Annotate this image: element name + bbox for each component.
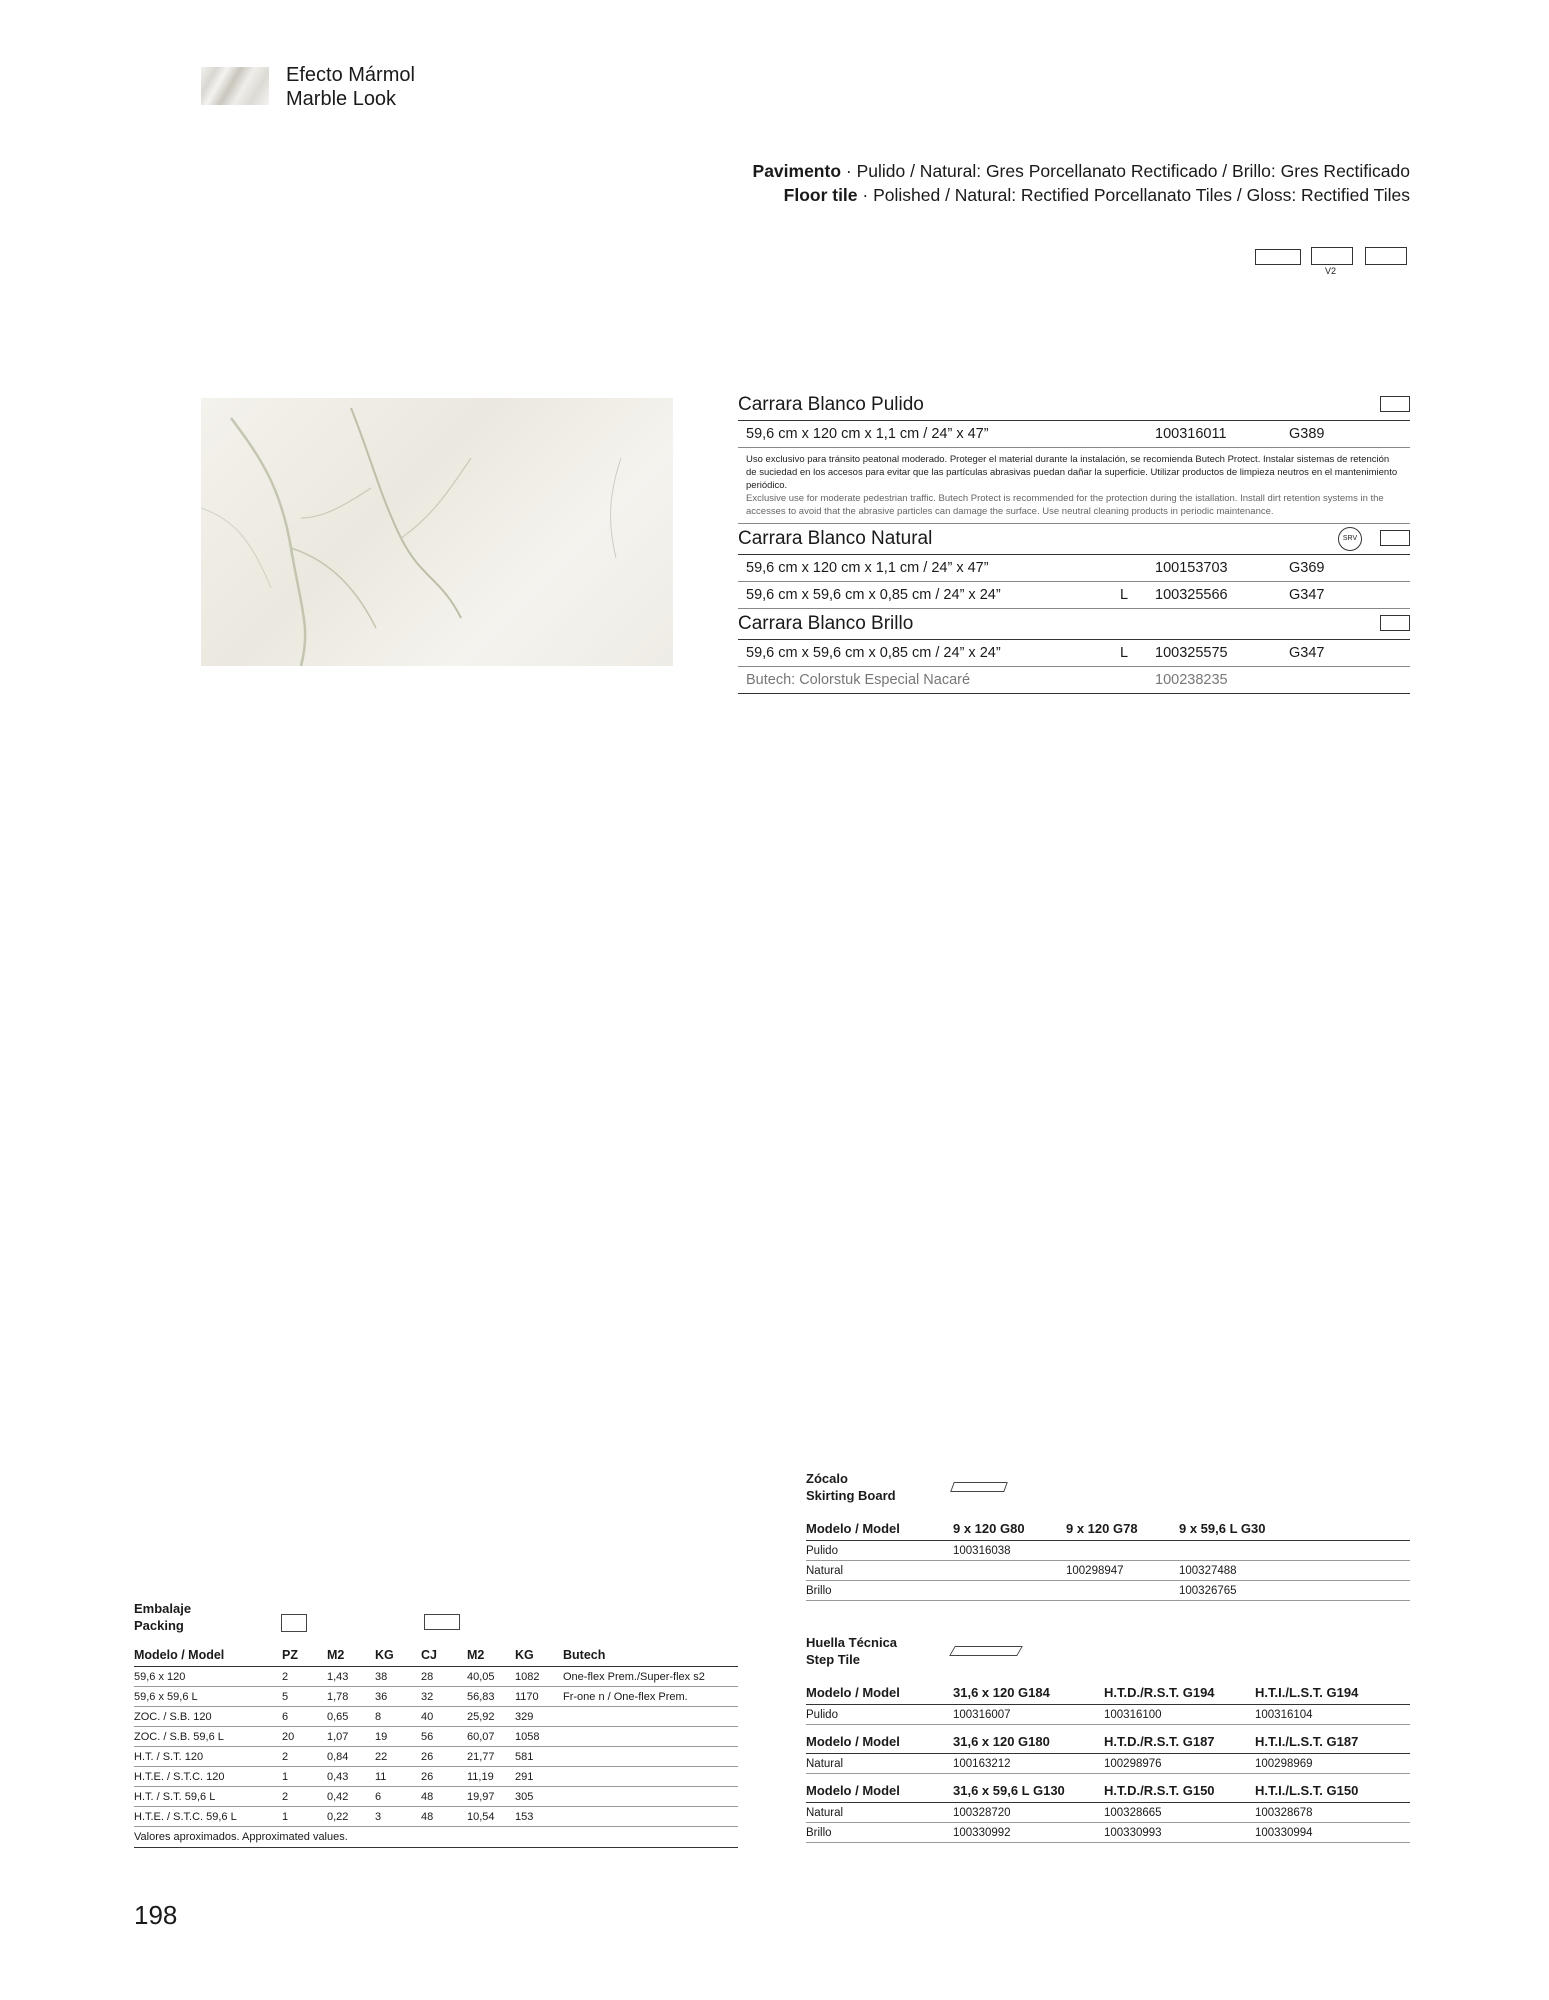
table-row: 59,6 x 59,6 L 5 1,78 36 32 56,83 1170 Fr-one n / One-flex Prem. — [134, 1687, 738, 1707]
product-code: 100153703 — [1155, 560, 1228, 576]
product-code: 100316011 — [1155, 426, 1227, 442]
polished-icon — [1380, 396, 1410, 412]
product-table — [738, 390, 1410, 694]
size: 59,6 cm x 59,6 cm x 0,85 cm / 24” x 24” — [746, 587, 1001, 603]
col-header: H.T.D./R.S.T. G150 — [1104, 1774, 1255, 1803]
v2-variation-icon — [1311, 247, 1353, 265]
col-header: KG — [515, 1648, 563, 1667]
step-section — [806, 1634, 1410, 1843]
col-header: KG — [375, 1648, 421, 1667]
col-header: M2 — [327, 1648, 375, 1667]
skirting-icon — [950, 1482, 1008, 1492]
col-header: 9 x 120 G78 — [1066, 1512, 1179, 1541]
table-row: ZOC. / S.B. 59,6 L 20 1,07 19 56 60,07 1058 — [134, 1727, 738, 1747]
step-icon — [949, 1646, 1023, 1656]
step-title-es: Huella Técnica — [806, 1635, 898, 1650]
table-row: H.T.E. / S.T.C. 59,6 L 1 0,22 3 48 10,54 153 — [134, 1807, 738, 1827]
table-row: Natural 100163212 100298976 100298969 — [806, 1754, 1410, 1774]
col-header: M2 — [467, 1648, 515, 1667]
col-header: 9 x 120 G80 — [953, 1512, 1066, 1541]
col-header: CJ — [421, 1648, 467, 1667]
skirting-section — [806, 1470, 1410, 1601]
packing-section — [134, 1600, 738, 1848]
col-header: Modelo / Model — [806, 1676, 953, 1705]
l-marker: L — [1120, 587, 1129, 603]
l-marker: L — [1120, 645, 1129, 661]
col-header: 31,6 x 59,6 L G130 — [953, 1774, 1104, 1803]
table-row: H.T. / S.T. 59,6 L 2 0,42 6 48 19,97 305 — [134, 1787, 738, 1807]
section-title-es: Efecto Mármol — [286, 64, 415, 86]
product-code: 100325575 — [1155, 645, 1228, 661]
product-row — [738, 582, 1410, 609]
large-format-icon — [1255, 249, 1301, 265]
section-title-en: Marble Look — [286, 88, 397, 110]
gloss-icon — [1380, 615, 1410, 631]
col-header: H.T.D./R.S.T. G194 — [1104, 1676, 1255, 1705]
product-name: Carrara Blanco Pulido — [738, 394, 924, 415]
desc-es-bold: Pavimento — [752, 161, 842, 181]
table-row: H.T.E. / S.T.C. 120 1 0,43 11 26 11,19 291 — [134, 1767, 738, 1787]
g-code: G347 — [1289, 587, 1325, 603]
slip-resistance-icon — [1365, 247, 1407, 265]
butech-row — [738, 667, 1410, 694]
skirting-title — [806, 1470, 1410, 1504]
butech-code: 100238235 — [1155, 672, 1228, 688]
table-row: H.T. / S.T. 120 2 0,84 22 26 21,77 581 — [134, 1747, 738, 1767]
skirting-title-es: Zócalo — [806, 1471, 848, 1486]
table-row: ZOC. / S.B. 120 6 0,65 8 40 25,92 329 — [134, 1707, 738, 1727]
usage-note — [738, 448, 1410, 524]
product-row — [738, 555, 1410, 582]
packing-table — [134, 1648, 738, 1827]
srv-icon: SRV — [1338, 527, 1362, 551]
col-header: 31,6 x 120 G184 — [953, 1676, 1104, 1705]
product-row — [738, 640, 1410, 667]
col-header: Modelo / Model — [806, 1725, 953, 1754]
usage-note-en: Exclusive use for moderate pedestrian traffic. Butech Protect is recommended for the protection during the istallation. Install dirt retention systems in the accesses to avoid that the abrasive particles can damage the surface. Use neutral cleaning products in periodic maintenance. — [746, 493, 1384, 517]
desc-en-bold: Floor tile — [783, 185, 858, 205]
col-header: Modelo / Model — [806, 1512, 953, 1541]
usage-note-es: Uso exclusivo para tránsito peatonal moderado. Proteger el material durante la instalación, se recomienda Butech Protect. Instalar sistemas de retención de suciedad en los accesos para evitar que las partículas abrasivas puedan dañar la superficie. Utilizar productos de limpieza neutros en el mantenimiento periódico. — [746, 454, 1398, 491]
marble-veins — [201, 398, 673, 666]
size: 59,6 cm x 120 cm x 1,1 cm / 24” x 47” — [746, 560, 989, 576]
table-row: 59,6 x 120 2 1,43 38 28 40,05 1082 One-flex Prem./Super-flex s2 — [134, 1667, 738, 1687]
product-name: Carrara Blanco Natural — [738, 528, 933, 549]
page-number: 198 — [134, 1900, 178, 1930]
butech-label: Butech: Colorstuk Especial Nacaré — [746, 672, 971, 688]
product-name: Carrara Blanco Brillo — [738, 613, 914, 634]
product-row — [738, 421, 1410, 448]
product-description — [753, 159, 1410, 207]
table-row: Brillo 100326765 — [806, 1581, 1410, 1601]
g-code: G369 — [1289, 560, 1325, 576]
size: 59,6 cm x 120 cm x 1,1 cm / 24” x 47” — [746, 426, 989, 442]
col-header: PZ — [282, 1648, 327, 1667]
desc-en-rest: · Polished / Natural: Rectified Porcellanato Tiles / Gloss: Rectified Tiles — [857, 185, 1410, 205]
table-row: Brillo 100330992 100330993 100330994 — [806, 1823, 1410, 1843]
col-header: H.T.I./L.S.T. G187 — [1255, 1725, 1410, 1754]
g-code: G389 — [1289, 426, 1325, 442]
col-header: 31,6 x 120 G180 — [953, 1725, 1104, 1754]
col-header: H.T.I./L.S.T. G194 — [1255, 1676, 1410, 1705]
size: 59,6 cm x 59,6 cm x 0,85 cm / 24” x 24” — [746, 645, 1001, 661]
packing-footnote: Valores aproximados. Approximated values. — [134, 1827, 738, 1848]
marble-swatch — [201, 67, 269, 105]
skirting-table — [806, 1512, 1410, 1601]
pallet-icon — [424, 1614, 460, 1630]
col-header: H.T.I./L.S.T. G150 — [1255, 1774, 1410, 1803]
step-title-en: Step Tile — [806, 1652, 860, 1667]
col-header: H.T.D./R.S.T. G187 — [1104, 1725, 1255, 1754]
packing-title-en: Packing — [134, 1618, 184, 1633]
g-code: G347 — [1289, 645, 1325, 661]
desc-es-rest: · Pulido / Natural: Gres Porcellanato Rectificado / Brillo: Gres Rectificado — [841, 161, 1410, 181]
product-name-row — [738, 390, 1410, 421]
skirting-title-en: Skirting Board — [806, 1488, 896, 1503]
table-row: Natural 100328720 100328665 100328678 — [806, 1803, 1410, 1823]
table-row: Pulido 100316007 100316100 100316104 — [806, 1705, 1410, 1725]
col-header: Modelo / Model — [134, 1648, 282, 1667]
step-table — [806, 1676, 1410, 1843]
natural-icon — [1380, 530, 1410, 546]
table-row: Pulido 100316038 — [806, 1541, 1410, 1561]
product-code: 100325566 — [1155, 587, 1228, 603]
col-header: 9 x 59,6 L G30 — [1179, 1512, 1410, 1541]
col-header: Butech — [563, 1648, 738, 1667]
step-title — [806, 1634, 1410, 1668]
product-image — [201, 398, 673, 666]
product-name-row — [738, 609, 1410, 640]
v2-label: V2 — [1325, 266, 1337, 276]
format-icons — [1255, 245, 1415, 281]
box-icon — [281, 1614, 307, 1632]
product-name-row — [738, 524, 1410, 555]
packing-title-es: Embalaje — [134, 1601, 192, 1616]
col-header: Modelo / Model — [806, 1774, 953, 1803]
table-row: Natural 100298947 100327488 — [806, 1561, 1410, 1581]
